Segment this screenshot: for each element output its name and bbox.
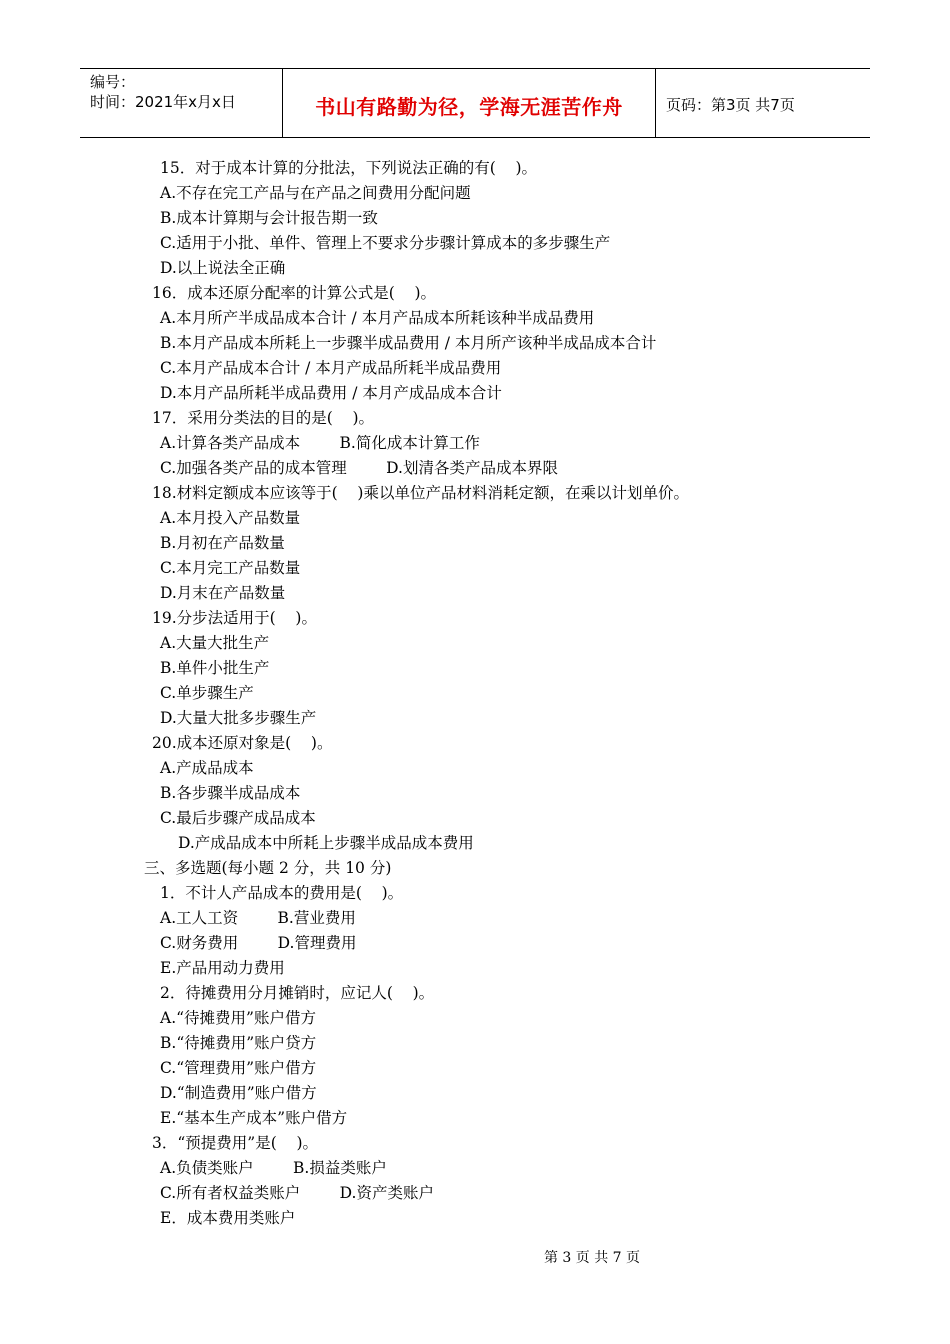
page-code: 页码：第3页 共7页: [666, 96, 795, 114]
option-line: D.月末在产品数量: [160, 584, 286, 602]
question-line: 1．不计人产品成本的费用是( )。: [160, 884, 404, 902]
option-line: A.产成品成本: [160, 759, 254, 777]
question-line: 16．成本还原分配率的计算公式是( )。: [152, 284, 437, 302]
option-line: C.所有者权益类账户 D.资产类账户: [160, 1184, 434, 1202]
question-line: 17．采用分类法的目的是( )。: [152, 409, 375, 427]
option-line: D.以上说法全正确: [160, 259, 286, 277]
option-line: C.本月产品成本合计 / 本月产成品所耗半成品费用: [160, 359, 502, 377]
option-line: A.大量大批生产: [160, 634, 270, 652]
option-line: E．成本费用类账户: [160, 1209, 296, 1227]
question-line: 15．对于成本计算的分批法，下列说法正确的有( )。: [160, 159, 538, 177]
document-number-label: 编号：: [90, 73, 136, 91]
header-motto-cell: [283, 69, 656, 137]
question-line: 3．“预提费用”是( )。: [152, 1134, 319, 1152]
section-heading: 三、多选题(每小题 2 分，共 10 分): [144, 859, 392, 877]
option-line: A.本月所产半成品成本合计 / 本月产品成本所耗该种半成品费用: [160, 309, 595, 327]
option-line: D.产成品成本中所耗上步骤半成品成本费用: [178, 834, 474, 852]
option-line: B.本月产品成本所耗上一步骤半成品费用 / 本月所产该种半成品成本合计: [160, 334, 657, 352]
option-line: A.“待摊费用”账户借方: [160, 1009, 316, 1027]
option-line: C.“管理费用”账户借方: [160, 1059, 317, 1077]
option-line: D.本月产品所耗半成品费用 / 本月产成品成本合计: [160, 384, 502, 402]
option-line: C.适用于小批、单件、管理上不要求分步骤计算成本的多步骤生产: [160, 234, 611, 252]
option-line: C.财务费用 D.管理费用: [160, 934, 357, 952]
option-line: B.各步骤半成品成本: [160, 784, 301, 802]
option-line: C.最后步骤产成品成本: [160, 809, 316, 827]
header-page-cell: [656, 69, 870, 137]
option-line: D.大量大批多步骤生产: [160, 709, 317, 727]
option-line: E.产品用动力费用: [160, 959, 285, 977]
page-header: [80, 68, 870, 138]
option-line: A.工人工资 B.营业费用: [160, 909, 356, 927]
option-line: A.本月投入产品数量: [160, 509, 301, 527]
option-line: B.单件小批生产: [160, 659, 270, 677]
document-date: 时间：2021年x月x日: [90, 93, 236, 111]
question-line: 2．待摊费用分月摊销时，应记人( )。: [160, 984, 435, 1002]
option-line: C.加强各类产品的成本管理 D.划清各类产品成本界限: [160, 459, 558, 477]
option-line: D.“制造费用”账户借方: [160, 1084, 317, 1102]
option-line: B.月初在产品数量: [160, 534, 285, 552]
question-line: 20.成本还原对象是( )。: [152, 734, 333, 752]
footer-page-number: 第 3 页 共 7 页: [543, 1250, 641, 1266]
option-line: B.“待摊费用”账户贷方: [160, 1034, 317, 1052]
page-footer: [0, 1247, 950, 1267]
option-line: C.单步骤生产: [160, 684, 254, 702]
option-line: C.本月完工产品数量: [160, 559, 301, 577]
motto: 书山有路勤为径，学海无涯苦作舟: [315, 95, 623, 119]
option-line: A.负债类账户 B.损益类账户: [160, 1159, 387, 1177]
header-info-cell: [80, 69, 283, 137]
question-line: 18.材料定额成本应该等于( )乘以单位产品材料消耗定额，在乘以计划单价。: [152, 484, 689, 502]
question-line: 19.分步法适用于( )。: [152, 609, 317, 627]
option-line: A.不存在完工产品与在产品之间费用分配问题: [160, 184, 471, 202]
option-line: B.成本计算期与会计报告期一致: [160, 209, 378, 227]
option-line: E.“基本生产成本”账户借方: [160, 1109, 348, 1127]
option-line: A.计算各类产品成本 B.简化成本计算工作: [160, 434, 480, 452]
